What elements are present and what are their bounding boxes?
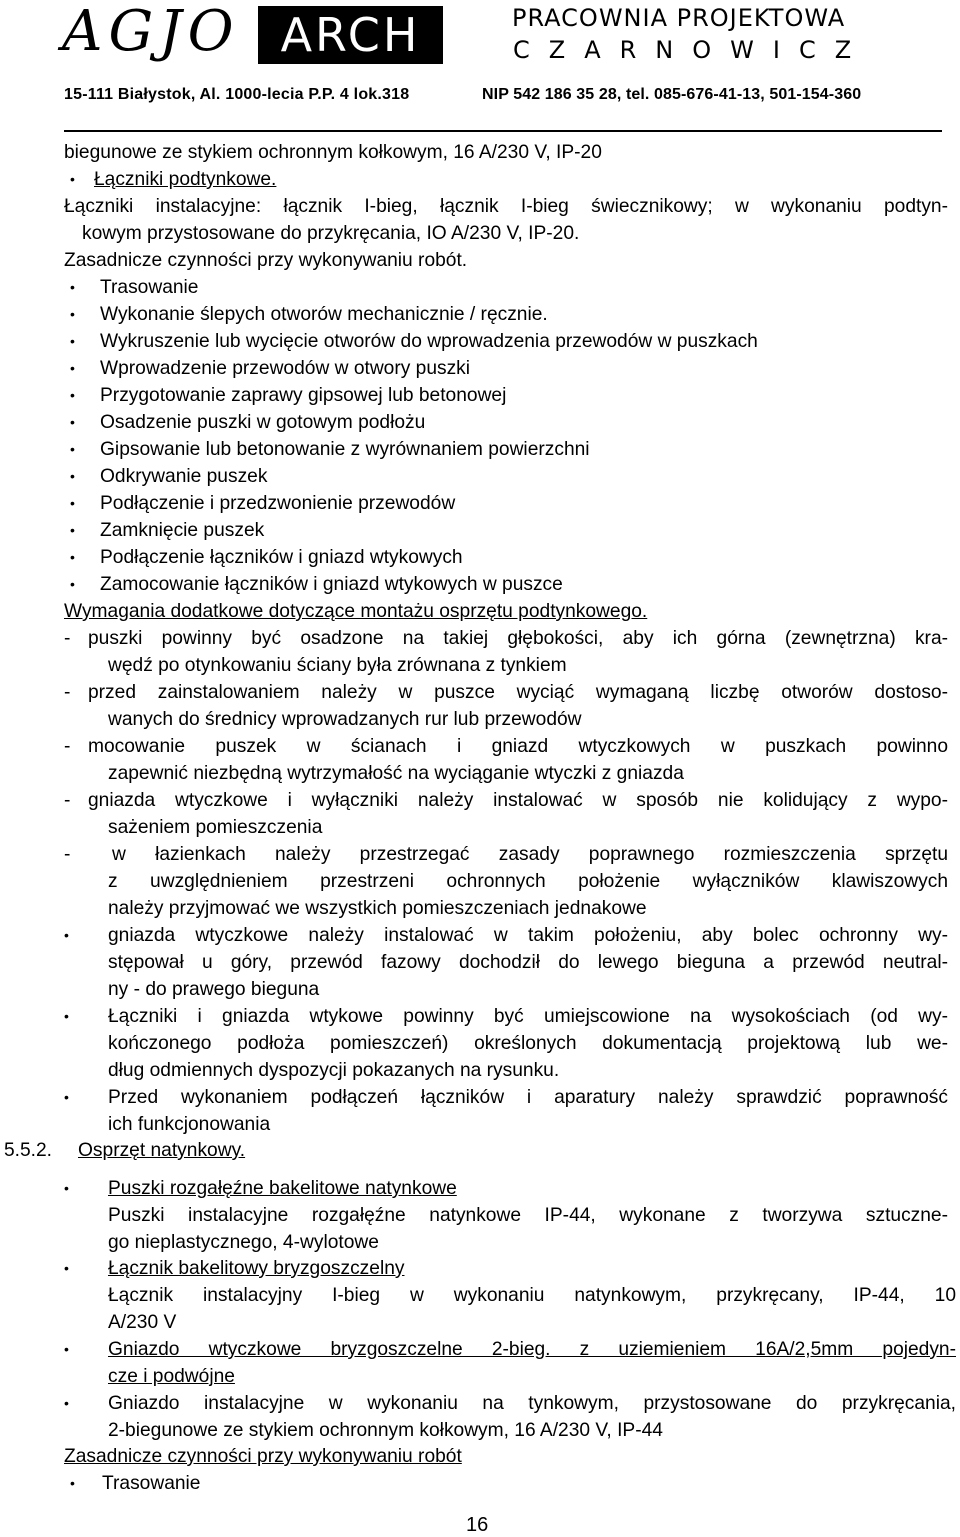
subheading: Łączniki podtynkowe. — [94, 169, 277, 190]
bullet-icon: • — [70, 360, 75, 376]
bullet-icon: • — [70, 414, 75, 430]
text-line: przed zainstalowaniem należy w puszce wyciąć wymaganą liczbę otworów dostoso- — [88, 682, 948, 703]
contact-info: NIP 542 186 35 28, tel. 085-676-41-13, 501-154-360 — [482, 86, 862, 103]
logo-agjo: AGJO — [62, 0, 240, 64]
bullet-icon: • — [70, 441, 75, 457]
bullet-icon: • — [70, 279, 75, 295]
text-line: gniazda wtyczkowe i wyłączniki należy instalować w sposób nie kolidujący z wypo- — [88, 790, 948, 811]
subheading: Zasadnicze czynności przy wykonywaniu robót — [64, 1446, 462, 1467]
text-line: biegunowe ze stykiem ochronnym kołkowym, 16 A/230 V, IP-20 — [64, 142, 602, 163]
text-line: 2-biegunowe ze stykiem ochronnym kołkowym, 16 A/230 V, IP-44 — [108, 1420, 663, 1441]
list-item: Zamknięcie puszek — [100, 520, 265, 541]
text-line: sażeniem pomieszczenia — [108, 817, 323, 838]
bullet-icon: • — [70, 549, 75, 565]
bullet-icon: • — [64, 1008, 69, 1024]
subheading: Gniazdo wtyczkowe bryzgoszczelne 2-bieg. z uziemieniem 16A/2,5mm pojedyn- — [108, 1339, 956, 1360]
text-line: w łazienkach należy przestrzegać zasady poprawnego rozmieszczenia sprzętu — [112, 844, 948, 865]
bullet-icon: • — [70, 333, 75, 349]
section-number: 5.5.2. — [4, 1140, 53, 1161]
bullet-icon: • — [64, 1395, 69, 1411]
address: 15-111 Białystok, Al. 1000-lecia P.P. 4 lok.318 — [64, 86, 410, 103]
text-line: dług odmiennych dyspozycji pokazanych na rysunku. — [108, 1060, 560, 1081]
text-line: wanych do średnicy wprowadzanych rur lub przewodów — [108, 709, 582, 730]
text-line: kowym przystosowane do przykręcania, IO A/230 V, IP-20. — [82, 223, 580, 244]
bullet-icon: • — [64, 927, 69, 943]
bullet-icon: • — [70, 495, 75, 511]
bullet-icon: • — [70, 171, 75, 187]
text-line: wędź po otynkowaniu ściany była zrównana z tynkiem — [108, 655, 567, 676]
dash-marker: - — [64, 628, 71, 649]
list-item: Wykonanie ślepych otworów mechanicznie / ręcznie. — [100, 304, 548, 325]
text-line: z uwzględnieniem przestrzeni ochronnych położenie wyłączników klawiszowych — [108, 871, 948, 892]
bullet-icon: • — [70, 306, 75, 322]
list-item: Gipsowanie lub betonowanie z wyrównaniem powierzchni — [100, 439, 590, 460]
subheading: Wymagania dodatkowe dotyczące montażu osprzętu podtynkowego. — [64, 601, 648, 622]
letterhead — [0, 0, 960, 118]
text-line: Puszki instalacyjne rozgałęźne natynkowe IP-44, wykonane z tworzywa sztuczne- — [108, 1205, 948, 1226]
list-item: Wprowadzenie przewodów w otwory puszki — [100, 358, 471, 379]
logo-arch: ARCH — [258, 6, 443, 64]
section-title: Osprzęt natynkowy. — [78, 1140, 246, 1161]
subheading: cze i podwójne — [108, 1366, 235, 1387]
text-line: ny - do prawego bieguna — [108, 979, 320, 1000]
bullet-icon: • — [64, 1341, 69, 1357]
bullet-icon: • — [70, 522, 75, 538]
text-line: Gniazdo instalacyjne w wykonaniu na tynkowym, przystosowane do przykręcania, — [108, 1393, 956, 1414]
text-line: Łączniki i gniazda wtykowe powinny być umiejscowione na wysokościach (od wy- — [108, 1006, 948, 1027]
bullet-icon: • — [64, 1089, 69, 1105]
bullet-icon: • — [70, 387, 75, 403]
text-line: puszki powinny być osadzone na takiej głębokości, aby ich górna (zewnętrzna) kra- — [88, 628, 948, 649]
text-line: mocowanie puszek w ścianach i gniazd wtyczkowych w puszkach powinno — [88, 736, 948, 757]
list-item: Odkrywanie puszek — [100, 466, 268, 487]
text-line: kończonego podłoża pomieszczeń) określonych dokumentacją projektową lub we- — [108, 1033, 948, 1054]
text-line: Zasadnicze czynności przy wykonywaniu robót. — [64, 250, 468, 271]
list-item: Przygotowanie zaprawy gipsowej lub betonowej — [100, 385, 507, 406]
list-item: Wykruszenie lub wycięcie otworów do wprowadzenia przewodów w puszkach — [100, 331, 758, 352]
text-line: Łączniki instalacyjne: łącznik I-bieg, łącznik I-bieg świecznikowy; w wykonaniu podtyn- — [64, 196, 948, 217]
list-item: Osadzenie puszki w gotowym podłożu — [100, 412, 426, 433]
list-item: Trasowanie — [100, 277, 199, 298]
list-item: Podłączenie łączników i gniazd wtykowych — [100, 547, 463, 568]
text-line: stępował u góry, przewód fazowy dochodził do lewego bieguna a przewód neutral- — [108, 952, 948, 973]
studio-owner: CZARNOWICZ — [513, 36, 871, 64]
dash-marker: - — [64, 736, 71, 757]
text-line: gniazda wtyczkowe należy instalować w takim położeniu, aby bolec ochronny wy- — [108, 925, 948, 946]
dash-marker: - — [64, 844, 71, 865]
bullet-icon: • — [64, 1260, 69, 1276]
bullet-icon: • — [70, 468, 75, 484]
text-line: Przed wykonaniem podłączeń łączników i aparatury należy sprawdzić poprawność — [108, 1087, 948, 1108]
page-number: 16 — [466, 1514, 489, 1536]
dash-marker: - — [64, 790, 71, 811]
bullet-icon: • — [64, 1180, 69, 1196]
list-item: Podłączenie i przedzwonienie przewodów — [100, 493, 456, 514]
subheading: Łącznik bakelitowy bryzgoszczelny — [108, 1258, 405, 1279]
text-line: należy przyjmować we wszystkich pomieszczeniach jednakowe — [108, 898, 647, 919]
subheading: Puszki rozgałęźne bakelitowe natynkowe — [108, 1178, 457, 1199]
list-item: Zamocowanie łączników i gniazd wtykowych w puszce — [100, 574, 563, 595]
text-line: Łącznik instalacyjny I-bieg w wykonaniu natynkowym, przykręcany, IP-44, 10 — [108, 1285, 956, 1306]
text-line: go nieplastycznego, 4-wylotowe — [108, 1232, 379, 1253]
dash-marker: - — [64, 682, 71, 703]
text-line: zapewnić niezbędną wytrzymałość na wyciąganie wtyczki z gniazda — [108, 763, 684, 784]
studio-name: PRACOWNIA PROJEKTOWA — [512, 4, 846, 32]
bullet-icon: • — [70, 1475, 75, 1491]
header-divider — [64, 130, 942, 132]
list-item: Trasowanie — [102, 1473, 201, 1494]
text-line: A/230 V — [108, 1312, 177, 1333]
bullet-icon: • — [70, 576, 75, 592]
text-line: ich funkcjonowania — [108, 1114, 271, 1135]
